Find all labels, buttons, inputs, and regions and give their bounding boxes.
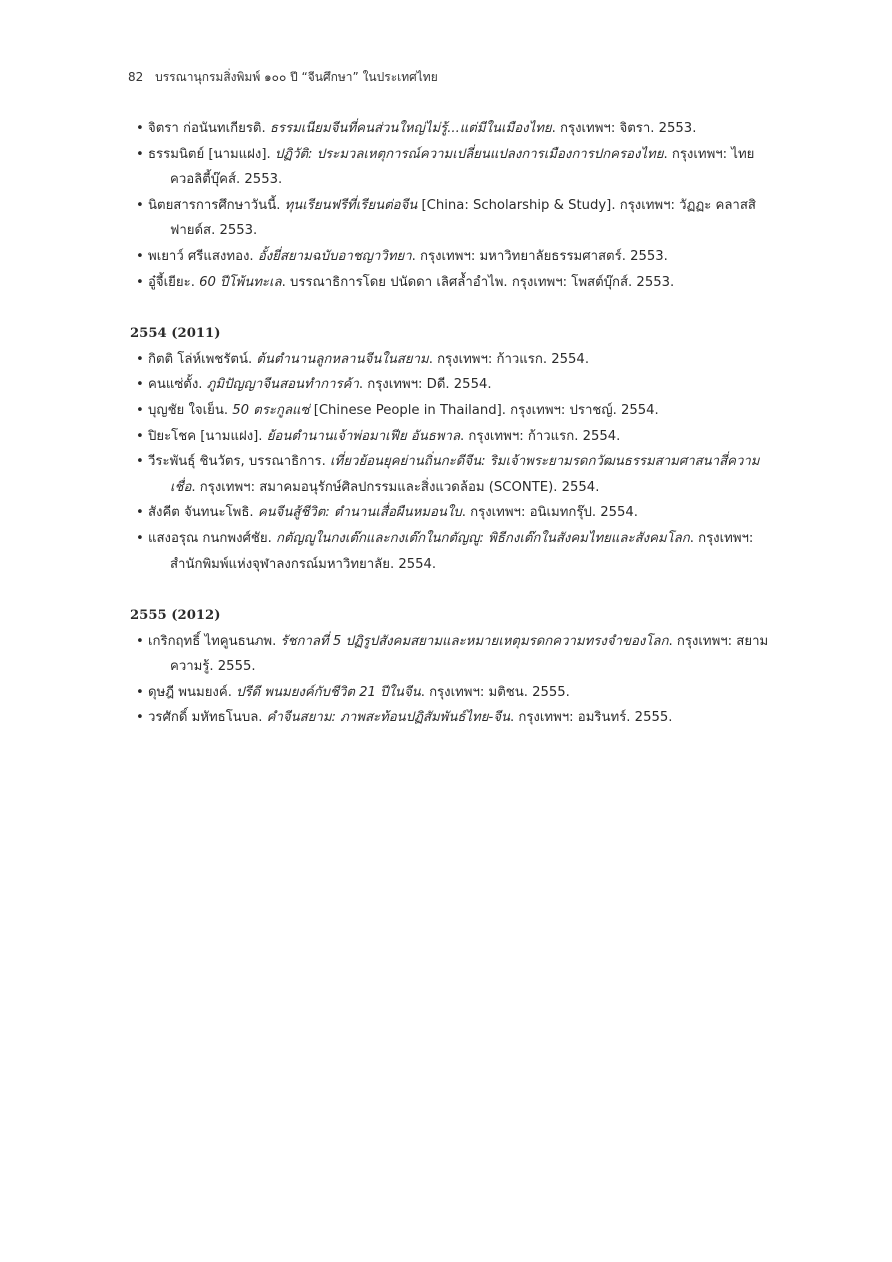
reference-title: ต้นตำนานลูกหลานจีนในสยาม <box>256 351 429 367</box>
reference-entry: • บุญชัย ใจเย็น. 50 ตระกูลแซ่ [Chinese People in Thailand]. กรุงเทพฯ: ปราชญ์. 2554. <box>130 398 780 424</box>
reference-title: ปฏิวัติ: ประมวลเหตุการณ์ความเปลี่ยนแปลงการเมืองการปกครองไทย <box>274 146 664 162</box>
reference-entry: • ธรรมนิตย์ [นามแฝง]. ปฏิวัติ: ประมวลเหตุการณ์ความเปลี่ยนแปลงการเมืองการปกครองไทย. กรุงเทพฯ: ไทยควอลิตี้บุ๊คส์. 2553. <box>130 142 780 193</box>
reference-entry: • นิตยสารการศึกษาวันนี้. ทุนเรียนฟรีที่เรียนต่อจีน [China: Scholarship & Study]. กรุงเทพฯ: วัฏฏะ คลาสสิฟายด์ส. 2553. <box>130 193 780 244</box>
reference-list-2554 <box>130 347 780 577</box>
reference-list-2553 <box>130 116 780 295</box>
reference-entry: • กิตติ โล่ห์เพชรัตน์. ต้นตำนานลูกหลานจีนในสยาม. กรุงเทพฯ: ก้าวแรก. 2554. <box>130 347 780 373</box>
reference-title: ธรรมเนียมจีนที่คนส่วนใหญ่ไม่รู้...แต่มีในเมืองไทย <box>269 121 552 136</box>
bibliography-content <box>130 116 780 731</box>
reference-title: ทุนเรียนฟรีที่เรียนต่อจีน <box>284 197 418 213</box>
reference-title: รัชกาลที่ 5 ปฏิรูปสังคมสยามและหมายเหตุมรดกความทรงจำของโลก <box>280 633 669 649</box>
reference-entry: • จิตรา ก่อนันทเกียรติ. ธรรมเนียมจีนที่คนส่วนใหญ่ไม่รู้...แต่มีในเมืองไทย. กรุงเทพฯ: จิตรา. 2553. <box>130 116 780 142</box>
year-heading-2555: 2555 (2012) <box>130 608 221 624</box>
reference-title: ย้อนตำนานเจ้าพ่อมาเฟีย อันธพาล <box>266 428 461 444</box>
running-title: บรรณานุกรมสิ่งพิมพ์ ๑๐๐ ปี “จีนศึกษา” ในประเทศไทย <box>155 70 438 84</box>
reference-entry: • วรศักดิ์ มหัทธโนบล. คำจีนสยาม: ภาพสะท้อนปฏิสัมพันธ์ไทย-จีน. กรุงเทพฯ: อมรินทร์. 2555. <box>130 705 780 731</box>
reference-title: อั้งยี่สยามฉบับอาชญาวิทยา <box>257 248 412 264</box>
reference-title: คำจีนสยาม: ภาพสะท้อนปฏิสัมพันธ์ไทย-จีน <box>266 710 510 726</box>
reference-title: เที่ยวย้อนยุคย่านถิ่นกะดีจีน: ริมเจ้าพระยามรดกวัฒนธรรมสามศาสนาสี่ความเชื่อ <box>170 454 760 495</box>
reference-title: คนจีนสู้ชีวิต: ตำนานเสื่อผืนหมอนใบ <box>257 505 462 521</box>
reference-title: ปรีดี พนมยงค์กับชีวิต 21 ปีในจีน <box>236 684 421 700</box>
reference-entry: • เกริกฤทธิ์ ไทคูนธนภพ. รัชกาลที่ 5 ปฏิรูปสังคมสยามและหมายเหตุมรดกความทรงจำของโลก. กรุงเทพฯ: สยามความรู้. 2555. <box>130 629 780 680</box>
reference-entry: • อู๋จี้เยียะ. 60 ปีโพ้นทะเล. บรรณาธิการโดย ปนัดดา เลิศล้ำอำไพ. กรุงเทพฯ: โพสต์บุ๊กส์. 2553. <box>130 270 780 296</box>
reference-entry: • แสงอรุณ กนกพงศ์ชัย. กตัญญูในกงเต๊กและกงเต๊กในกตัญญู: พิธีกงเต๊กในสังคมไทยและสังคมโลก. กรุงเทพฯ: สำนักพิมพ์แห่งจุฬาลงกรณ์มหาวิทยาลัย. 2554. <box>130 526 780 577</box>
reference-title: ภูมิปัญญาจีนสอนทำการค้า <box>206 377 359 393</box>
reference-entry: • พเยาว์ ศรีแสงทอง. อั้งยี่สยามฉบับอาชญาวิทยา. กรุงเทพฯ: มหาวิทยาลัยธรรมศาสตร์. 2553. <box>130 244 780 270</box>
running-header <box>128 68 438 87</box>
page-number: 82 <box>128 70 144 84</box>
reference-entry: • คนแซ่ตั้ง. ภูมิปัญญาจีนสอนทำการค้า. กรุงเทพฯ: Dดี. 2554. <box>130 372 780 398</box>
reference-list-2555 <box>130 629 780 731</box>
reference-entry: • ปิยะโชค [นามแฝง]. ย้อนตำนานเจ้าพ่อมาเฟีย อันธพาล. กรุงเทพฯ: ก้าวแรก. 2554. <box>130 424 780 450</box>
reference-entry: • วีระพันธุ์ ชินวัตร, บรรณาธิการ. เที่ยวย้อนยุคย่านถิ่นกะดีจีน: ริมเจ้าพระยามรดกวัฒนธรรมสามศาสนาสี่ความเชื่อ. กรุงเทพฯ: สมาคมอนุรักษ์ศิลปกรรมและสิ่งแวดล้อม (SCONTE). 2554. <box>130 449 780 500</box>
year-heading-2554: 2554 (2011) <box>130 326 221 342</box>
reference-title: 60 ปีโพ้นทะเล <box>199 274 282 290</box>
reference-entry: • ดุษฎี พนมยงค์. ปรีดี พนมยงค์กับชีวิต 21 ปีในจีน. กรุงเทพฯ: มติชน. 2555. <box>130 680 780 706</box>
reference-title: 50 ตระกูลแซ่ <box>232 402 310 418</box>
reference-title: กตัญญูในกงเต๊กและกงเต๊กในกตัญญู: พิธีกงเต๊กในสังคมไทยและสังคมโลก <box>275 530 690 546</box>
reference-entry: • สังคีต จันทนะโพธิ. คนจีนสู้ชีวิต: ตำนานเสื่อผืนหมอนใบ. กรุงเทพฯ: อนิเมทกรุ๊ป. 2554. <box>130 500 780 526</box>
